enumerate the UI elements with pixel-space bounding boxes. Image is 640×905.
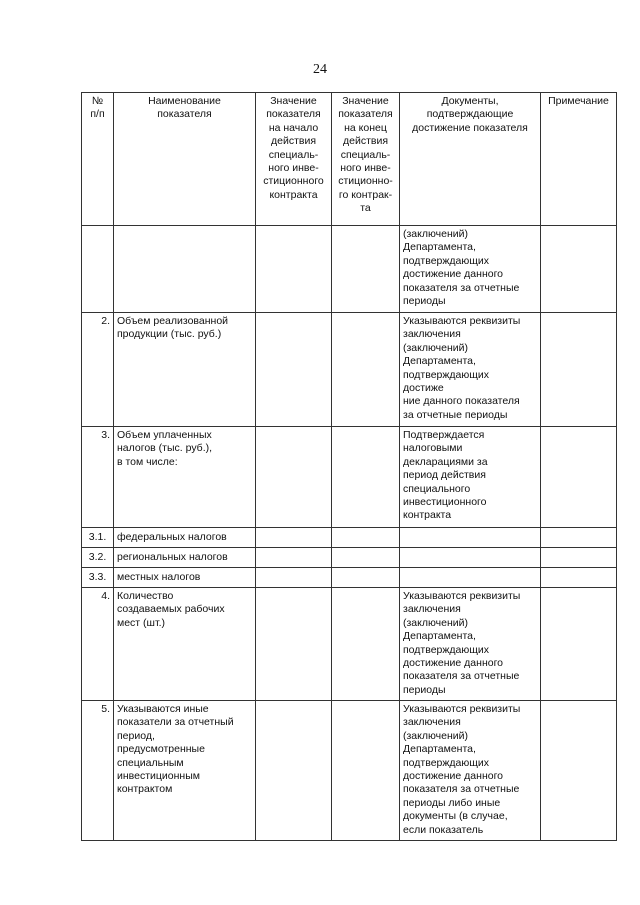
table-row xyxy=(82,588,617,701)
row-documents xyxy=(400,528,541,548)
row-documents: (заключений) Департамента, подтверждающих достижение данного показателя за отчетные периоды xyxy=(400,226,541,313)
row-start-value xyxy=(256,548,332,568)
table-row xyxy=(82,427,617,528)
header-name: Наименование показателя xyxy=(114,93,256,226)
row-number: 3.2. xyxy=(82,548,114,568)
row-documents xyxy=(400,568,541,588)
row-name: Объем уплаченных налогов (тыс. руб.), в том числе: xyxy=(114,427,256,528)
row-documents: Указываются реквизиты заключения (заключений) Департамента, подтверждающих достижение данного показателя за отчетные периоды либо иные документы (в случае, если показатель xyxy=(400,701,541,841)
row-end-value xyxy=(332,588,400,701)
table-row xyxy=(82,226,617,313)
row-name: Указываются иные показатели за отчетный период, предусмотренные специальным инвестиционным контрактом xyxy=(114,701,256,841)
row-end-value xyxy=(332,528,400,548)
row-number: 3. xyxy=(82,427,114,528)
table-row xyxy=(82,548,617,568)
row-number: 3.1. xyxy=(82,528,114,548)
table-header-row xyxy=(82,93,617,226)
row-documents: Указываются реквизиты заключения (заключений) Департамента, подтверждающих достиже ние данного показателя за отчетные периоды xyxy=(400,313,541,427)
row-start-value xyxy=(256,226,332,313)
row-start-value xyxy=(256,528,332,548)
row-number: 2. xyxy=(82,313,114,427)
row-documents: Подтверждается налоговыми декларациями за период действия специального инвестиционного контракта xyxy=(400,427,541,528)
row-number xyxy=(82,226,114,313)
row-note xyxy=(541,528,617,548)
indicators-table xyxy=(81,92,617,841)
row-start-value xyxy=(256,313,332,427)
row-note xyxy=(541,701,617,841)
row-note xyxy=(541,313,617,427)
row-end-value xyxy=(332,568,400,588)
table-row xyxy=(82,701,617,841)
header-documents: Документы, подтверждающие достижение показателя xyxy=(400,93,541,226)
header-start-value: Значение показателя на начало действия специаль- ного инве- стиционного контракта xyxy=(256,93,332,226)
row-name: региональных налогов xyxy=(114,548,256,568)
table-row xyxy=(82,313,617,427)
header-num: № п/п xyxy=(82,93,114,226)
row-note xyxy=(541,427,617,528)
table-row xyxy=(82,568,617,588)
row-start-value xyxy=(256,427,332,528)
row-note xyxy=(541,588,617,701)
header-end-value: Значение показателя на конец действия специаль- ного инве- стиционно- го контрак- та xyxy=(332,93,400,226)
page-number: 24 xyxy=(313,62,327,77)
row-note xyxy=(541,226,617,313)
row-number: 3.3. xyxy=(82,568,114,588)
row-documents: Указываются реквизиты заключения (заключений) Департамента, подтверждающих достижение данного показателя за отчетные периоды xyxy=(400,588,541,701)
row-end-value xyxy=(332,548,400,568)
row-number: 5. xyxy=(82,701,114,841)
header-note: Примечание xyxy=(541,93,617,226)
row-name: местных налогов xyxy=(114,568,256,588)
row-end-value xyxy=(332,226,400,313)
row-start-value xyxy=(256,568,332,588)
row-name: Объем реализованной продукции (тыс. руб.) xyxy=(114,313,256,427)
row-end-value xyxy=(332,313,400,427)
row-name: федеральных налогов xyxy=(114,528,256,548)
row-note xyxy=(541,548,617,568)
row-note xyxy=(541,568,617,588)
row-name xyxy=(114,226,256,313)
row-end-value xyxy=(332,427,400,528)
row-start-value xyxy=(256,701,332,841)
row-start-value xyxy=(256,588,332,701)
row-number: 4. xyxy=(82,588,114,701)
row-end-value xyxy=(332,701,400,841)
row-documents xyxy=(400,548,541,568)
table-row xyxy=(82,528,617,548)
row-name: Количество создаваемых рабочих мест (шт.) xyxy=(114,588,256,701)
